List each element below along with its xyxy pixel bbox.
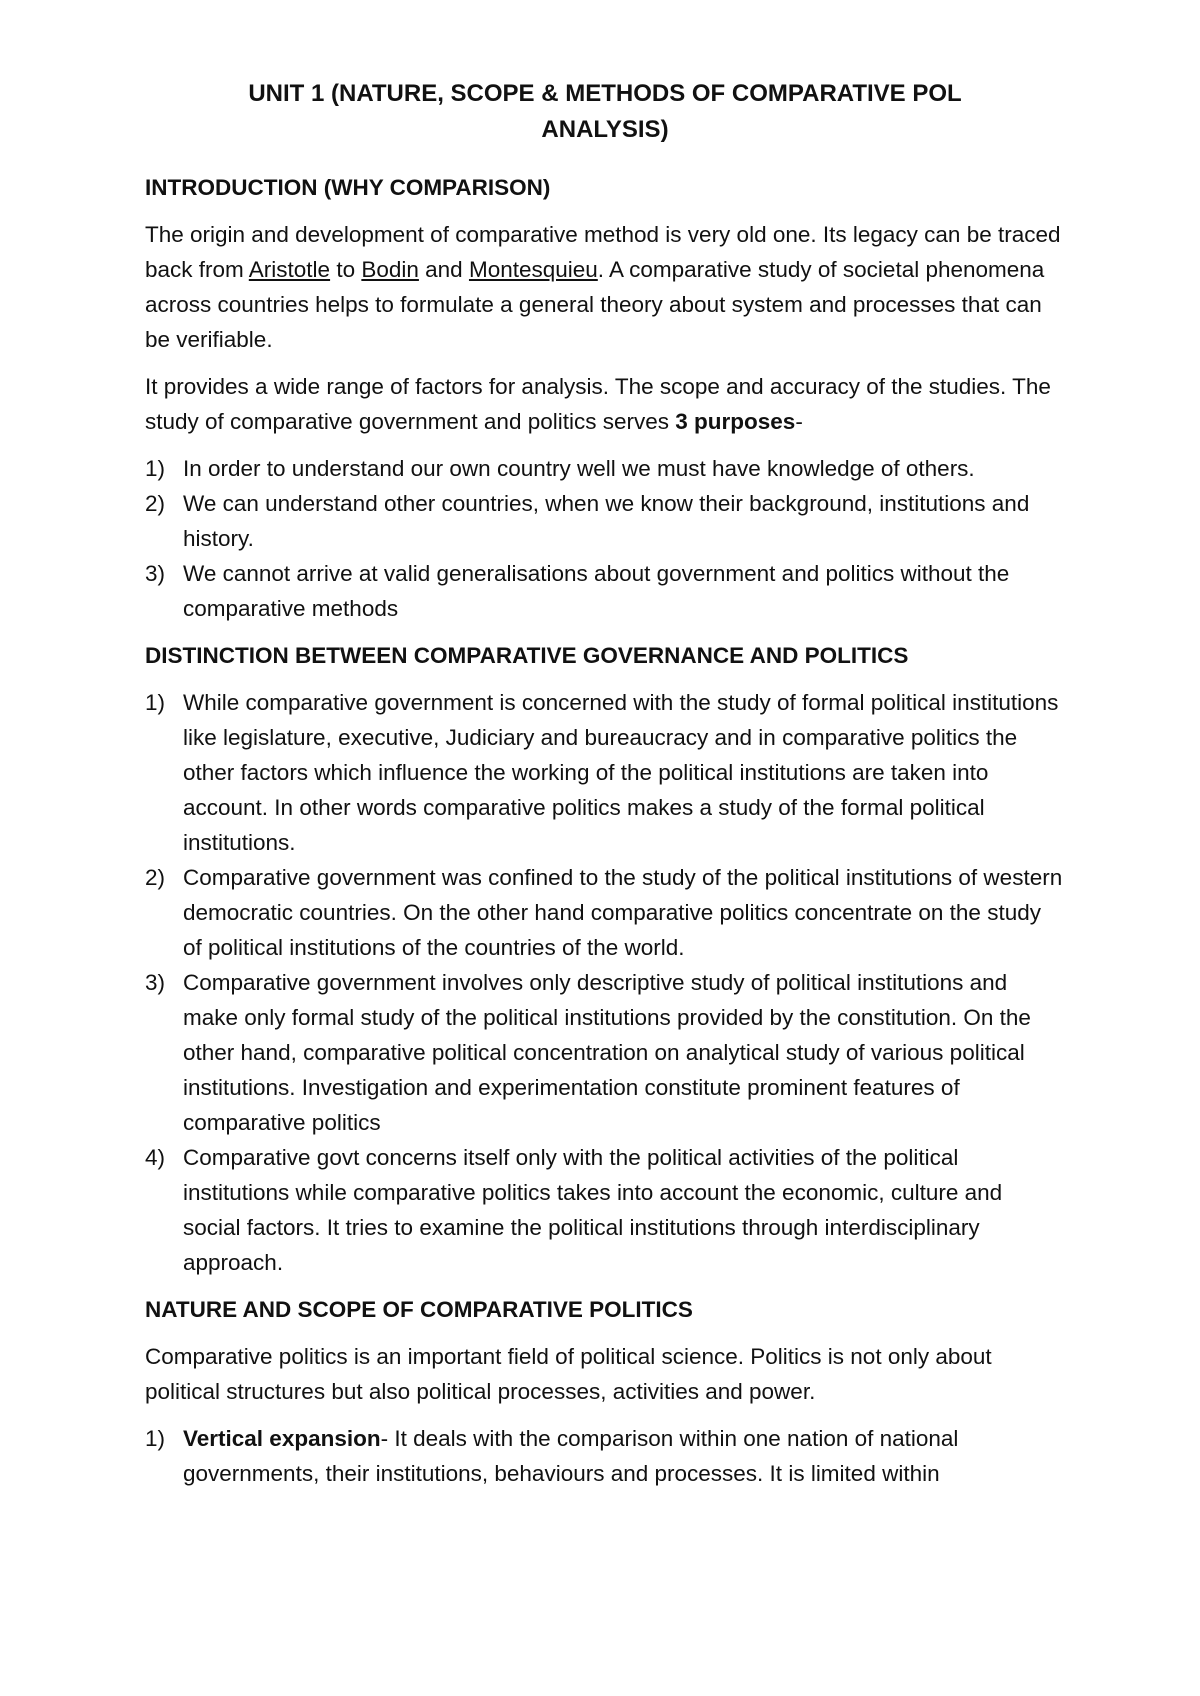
intro-p2-text-1: It provides a wide range of factors for analysis. The scope and accuracy of the studies. The study of comparative government and politics serves [145, 374, 1051, 434]
intro-paragraph-2 [145, 369, 1065, 439]
list-number: 1) [145, 690, 166, 715]
intro-heading: INTRODUCTION (WHY COMPARISON) [145, 175, 551, 200]
intro-p2-text-2: - [795, 409, 803, 434]
distinction-list [145, 685, 1065, 1280]
nature-scope-heading: NATURE AND SCOPE OF COMPARATIVE POLITICS [145, 1297, 693, 1322]
list-item-text: Comparative government was confined to the study of the political institutions of western democratic countries. On the other hand comparative politics concentrate on the study of political institutions of the countries of the world. [183, 865, 1063, 960]
list-item [145, 556, 1065, 626]
list-item-text: In order to understand our own country well we must have knowledge of others. [183, 456, 975, 481]
document-title-line-1: UNIT 1 (NATURE, SCOPE & METHODS OF COMPARATIVE POL [248, 80, 962, 107]
purposes-bold: 3 purposes [675, 409, 796, 434]
nature-list [145, 1421, 1065, 1491]
list-item-text: Comparative government involves only descriptive study of political institutions and make only formal study of the political institutions provided by the constitution. On the other hand, comparative political concentration on analytical study of various political institutions. Investigation and experimentation constitute prominent features of comparative politics [183, 970, 1031, 1135]
list-item [145, 486, 1065, 556]
list-item-text: Comparative govt concerns itself only with the political activities of the political institutions while comparative politics takes into account the economic, culture and social factors. It tries to examine the political institutions through interdisciplinary approach. [183, 1145, 1003, 1275]
list-number: 2) [145, 865, 166, 890]
nature-paragraph-1: Comparative politics is an important field of political science. Politics is not only about political structures but also political processes, activities and power. [145, 1344, 992, 1404]
document-title-line-2: ANALYSIS) [541, 116, 669, 143]
intro-text-2: to [330, 257, 362, 282]
distinction-heading: DISTINCTION BETWEEN COMPARATIVE GOVERNANCE AND POLITICS [145, 643, 909, 668]
list-number: 1) [145, 456, 166, 481]
list-item [145, 1421, 1065, 1491]
intro-paragraph-1 [145, 217, 1065, 357]
list-item [145, 860, 1065, 965]
intro-text-3: and [418, 257, 469, 282]
list-item-text: While comparative government is concerned with the study of formal political institutions like legislature, executive, Judiciary and bureaucracy and in comparative politics the other factors which influence the working of the political institutions are taken into account. In other words comparative politics makes a study of the formal political institutions. [183, 690, 1059, 855]
list-item [145, 451, 1065, 486]
bodin-link: Bodin [361, 257, 419, 282]
vertical-expansion-term: Vertical expansion [183, 1426, 381, 1451]
purposes-list [145, 451, 1065, 626]
list-item-text: - It deals with the comparison within one nation of national governments, their institutions, behaviours and processes. It is limited within [183, 1426, 959, 1486]
list-number: 1) [145, 1426, 166, 1451]
intro-text-1: The origin and development of comparative method is very old one. Its legacy can be traced back from [145, 222, 1061, 282]
list-item-text: We cannot arrive at valid generalisations about government and politics without the comparative methods [183, 561, 1010, 621]
list-item [145, 685, 1065, 860]
list-number: 2) [145, 491, 166, 516]
list-item [145, 1140, 1065, 1280]
aristotle-link: Aristotle [248, 257, 331, 282]
document-page [145, 76, 1065, 1503]
list-item [145, 965, 1065, 1140]
list-number: 3) [145, 970, 166, 995]
list-item-text: We can understand other countries, when we know their background, institutions and history. [183, 491, 1030, 551]
list-number: 4) [145, 1145, 166, 1170]
intro-text-4: . A comparative study of societal phenomena across countries helps to formulate a general theory about system and processes that can be verifiable. [145, 257, 1045, 352]
montesquieu-link: Montesquieu [468, 257, 598, 282]
list-number: 3) [145, 561, 166, 586]
document-title [145, 76, 1065, 148]
